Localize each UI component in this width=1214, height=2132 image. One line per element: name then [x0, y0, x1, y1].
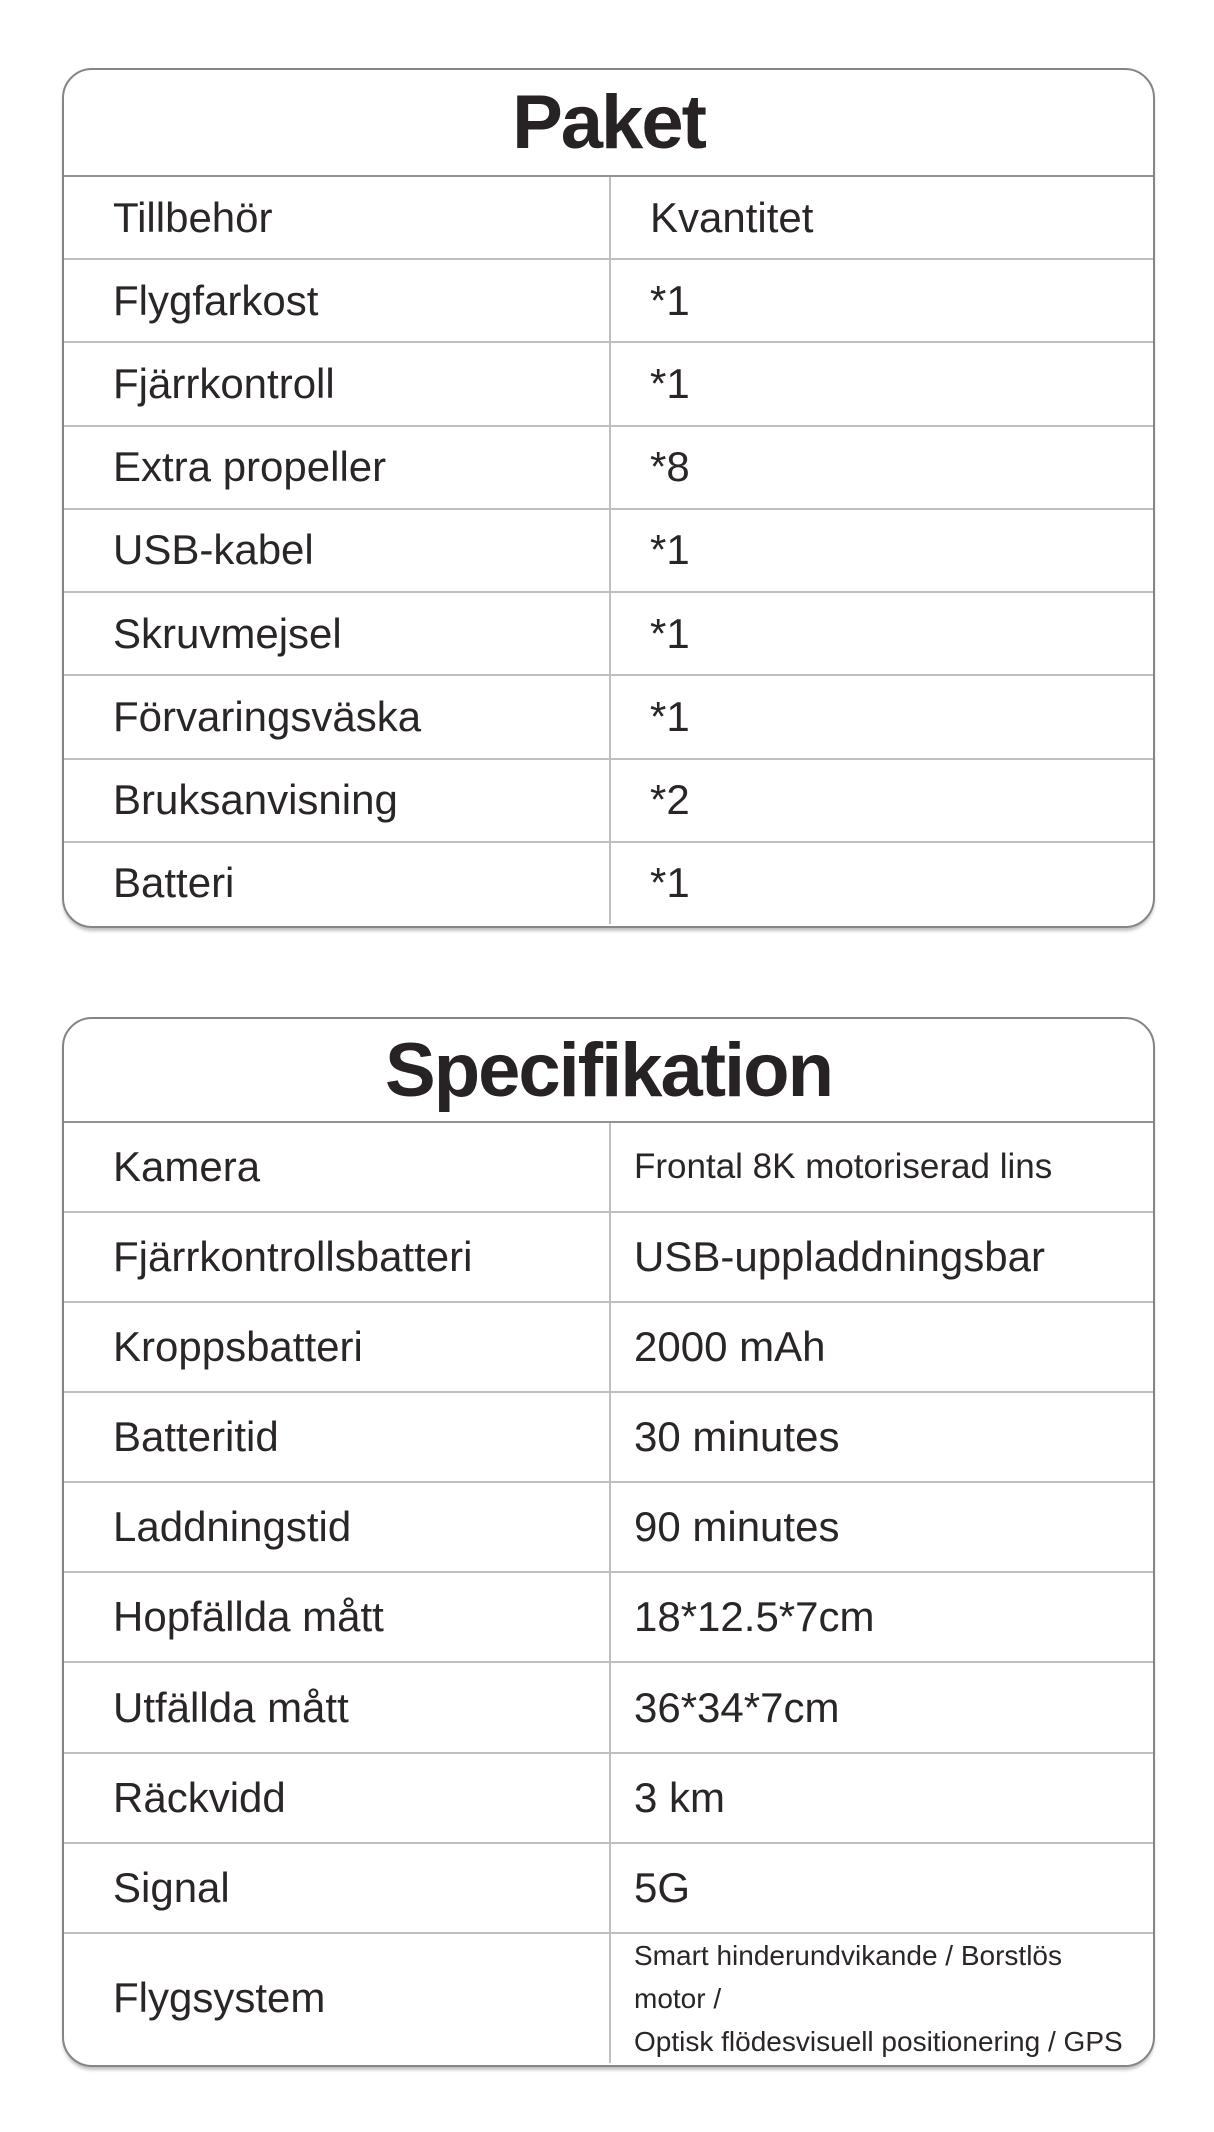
column-header-quantity: Kvantitet: [650, 193, 814, 241]
row-label: Fjärrkontroll: [64, 343, 611, 424]
row-value: 30 minutes: [634, 1413, 840, 1461]
row-value: 5G: [634, 1863, 691, 1911]
row-value: 90 minutes: [634, 1503, 840, 1551]
table-row: [64, 425, 1153, 508]
row-value: USB-uppladdningsbar: [634, 1233, 1045, 1281]
column-header-accessory: Tillbehör: [64, 177, 611, 258]
row-value: 2000 mAh: [634, 1323, 826, 1371]
row-label: Batteri: [64, 843, 611, 924]
row-label: Batteritid: [64, 1393, 611, 1481]
table-row: [64, 1211, 1153, 1301]
table-row: [64, 258, 1153, 341]
specification-table: [62, 1017, 1155, 2067]
table-row: [64, 841, 1153, 924]
table-row: [64, 674, 1153, 757]
row-value: [611, 1934, 1153, 2063]
row-label: Laddningstid: [64, 1483, 611, 1571]
row-label: Bruksanvisning: [64, 760, 611, 841]
row-label: Flygsystem: [64, 1934, 611, 2063]
paket-table: [62, 68, 1155, 928]
row-label: Flygfarkost: [64, 260, 611, 341]
row-label: Signal: [64, 1844, 611, 1932]
row-value: 3 km: [634, 1773, 726, 1821]
paket-table-body: [64, 177, 1153, 924]
table-row: [64, 1391, 1153, 1481]
row-value: 18*12.5*7cm: [634, 1593, 875, 1641]
row-label: Hopfällda mått: [64, 1573, 611, 1661]
row-value: *2: [650, 776, 690, 824]
row-label: Utfällda mått: [64, 1663, 611, 1751]
specification-table-title: Specifikation: [64, 1019, 1153, 1123]
table-row: [64, 1661, 1153, 1751]
table-row: [64, 1123, 1153, 1211]
row-label: USB-kabel: [64, 510, 611, 591]
table-row: [64, 1932, 1153, 2063]
table-row: [64, 1571, 1153, 1661]
row-label: Kroppsbatteri: [64, 1303, 611, 1391]
table-row: [64, 758, 1153, 841]
row-value: *1: [650, 609, 690, 657]
row-label: Extra propeller: [64, 427, 611, 508]
row-value-line-2: Optisk flödesvisuell positionering / GPS: [634, 2025, 1123, 2057]
row-label: Förvaringsväska: [64, 676, 611, 757]
table-row: [64, 1752, 1153, 1842]
table-row: [64, 341, 1153, 424]
row-label: Fjärrkontrollsbatteri: [64, 1213, 611, 1301]
row-label: Kamera: [64, 1123, 611, 1211]
row-value: *1: [650, 360, 690, 408]
row-value: *1: [650, 526, 690, 574]
row-value: *1: [650, 859, 690, 907]
table-row: [64, 591, 1153, 674]
row-value: 36*34*7cm: [634, 1683, 840, 1731]
row-value: *8: [650, 443, 690, 491]
row-value: *1: [650, 692, 690, 740]
row-value-line-1: Smart hinderundvikande / Borstlös motor /: [634, 1939, 1062, 2014]
table-header-row: [64, 177, 1153, 258]
paket-table-title: Paket: [64, 70, 1153, 177]
row-label: Räckvidd: [64, 1754, 611, 1842]
table-row: [64, 1842, 1153, 1932]
table-row: [64, 1481, 1153, 1571]
row-value: *1: [650, 276, 690, 324]
row-label: Skruvmejsel: [64, 593, 611, 674]
table-row: [64, 1301, 1153, 1391]
table-row: [64, 508, 1153, 591]
row-value: Frontal 8K motoriserad lins: [634, 1147, 1053, 1187]
specification-table-body: [64, 1123, 1153, 2063]
